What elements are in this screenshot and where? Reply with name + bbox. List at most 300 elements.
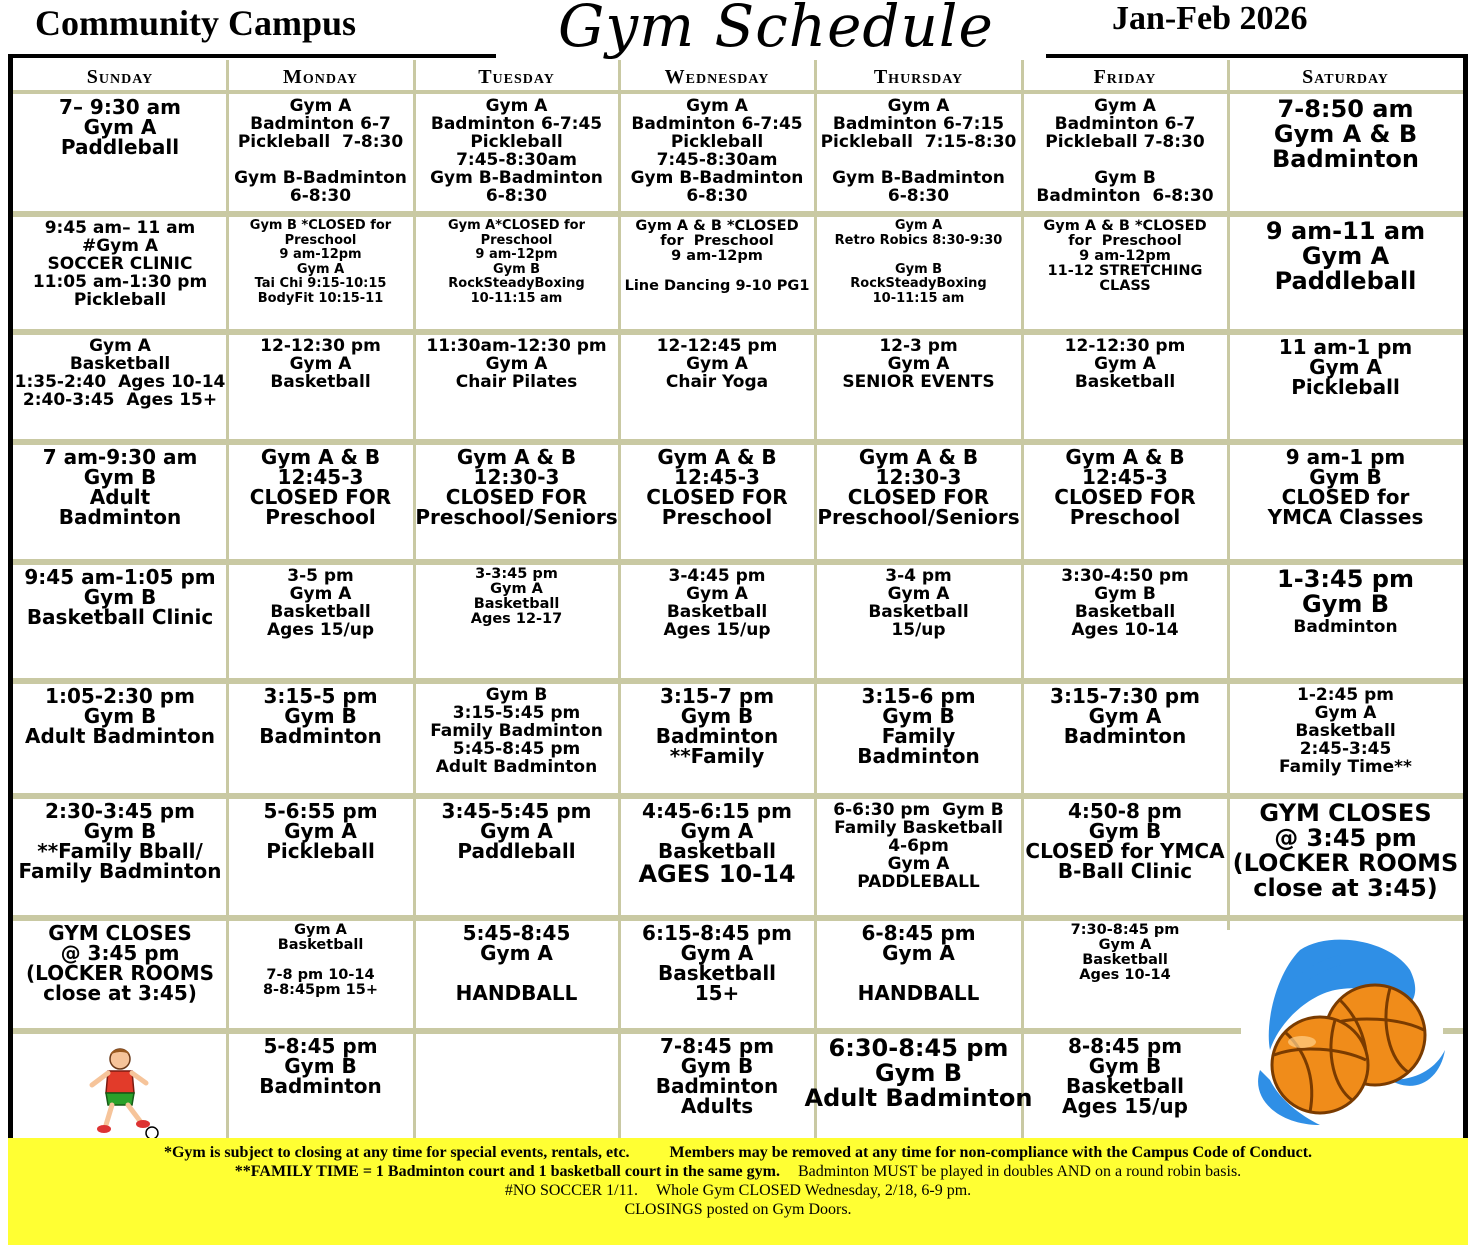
schedule-line: 3-5 pm — [287, 566, 354, 586]
schedule-line: Gym A — [1301, 242, 1390, 270]
schedule-cell-thursday-row3 — [815, 337, 1022, 391]
schedule-line: Badminton — [857, 744, 980, 768]
schedule-cell-saturday-row5 — [1228, 567, 1463, 637]
schedule-line: Gym A & B *CLOSED — [1043, 218, 1207, 234]
day-header-monday: Monday — [283, 66, 358, 88]
schedule-line: Paddleball — [60, 135, 180, 159]
schedule-line: Gym B-Badminton — [234, 168, 407, 188]
schedule-line: Gym B — [680, 704, 754, 728]
org-name: Community Campus — [35, 3, 357, 43]
footer-note-closing: *Gym is subject to closing at any time for special events, rentals, etc. — [163, 1144, 630, 1161]
schedule-line: 7-8 pm 10-14 — [266, 967, 375, 983]
schedule-line: BodyFit 10:15-11 — [257, 290, 384, 306]
schedule-line: YMCA Classes — [1267, 505, 1424, 529]
schedule-line: Tai Chi 9:15-10:15 — [254, 276, 387, 291]
schedule-cell-tuesday-row1 — [414, 97, 619, 205]
schedule-cell-tuesday-row2 — [414, 219, 619, 306]
schedule-line: 12-12:45 pm — [656, 336, 778, 356]
schedule-line: Gym B — [83, 465, 157, 489]
header-rule-right — [1046, 54, 1468, 58]
schedule-cell-monday-row6 — [227, 686, 414, 746]
schedule-line: 6-8:30 — [887, 186, 950, 206]
grid-divider-header — [13, 90, 1463, 94]
schedule-line: 12:30-3 — [875, 465, 962, 489]
schedule-line: Basketball — [1082, 952, 1168, 968]
schedule-line: Adult Badminton — [435, 757, 598, 777]
schedule-line: CLOSED FOR — [847, 485, 990, 509]
schedule-line: HANDBALL — [857, 981, 980, 1005]
schedule-line: close at 3:45) — [43, 981, 197, 1005]
schedule-line: 3-3:45 pm — [475, 566, 558, 582]
schedule-line: Adult Badminton — [25, 724, 215, 748]
schedule-line: Gym A — [887, 354, 950, 374]
schedule-cell-monday-row8 — [227, 923, 414, 998]
schedule-cell-friday-row5 — [1022, 567, 1228, 639]
schedule-line: Gym A — [887, 96, 950, 116]
schedule-line: Basketball — [473, 596, 560, 612]
header-rule-left — [8, 54, 496, 58]
schedule-line: 9 am-12pm — [279, 247, 362, 262]
schedule-line: 6-8:30 — [485, 186, 548, 206]
schedule-line: 3:15-7 pm — [659, 684, 775, 708]
schedule-line: Ages 15/up — [663, 620, 771, 640]
schedule-line: 7:30-8:45 pm — [1070, 922, 1180, 938]
schedule-cell-sunday-row7 — [13, 801, 227, 881]
schedule-line — [1122, 151, 1128, 169]
schedule-cell-sunday-row3 — [13, 337, 227, 409]
schedule-line: 4:50-8 pm — [1067, 799, 1183, 823]
schedule-line: Gym B — [680, 1054, 754, 1078]
schedule-line: Pickleball 7-8:30 — [1045, 132, 1205, 152]
frame-right-border — [1463, 56, 1468, 1138]
schedule-line — [916, 248, 921, 263]
schedule-cell-monday-row7 — [227, 801, 414, 861]
schedule-line — [714, 264, 719, 279]
schedule-line: 2:30-3:45 pm — [45, 799, 195, 823]
schedule-line: Gym A — [83, 115, 157, 139]
schedule-line: Gym A — [480, 941, 553, 965]
schedule-line: Gym B — [894, 261, 943, 277]
schedule-cell-thursday-row7 — [815, 801, 1022, 891]
schedule-cell-friday-row2 — [1022, 219, 1228, 294]
schedule-cell-wednesday-row6 — [619, 686, 815, 766]
schedule-cell-friday-row3 — [1022, 337, 1228, 391]
schedule-line: 12-12:30 pm — [1064, 336, 1186, 356]
schedule-line: 1-3:45 pm — [1277, 565, 1414, 593]
schedule-line: Preschool — [661, 505, 773, 529]
schedule-line: Basketball — [1295, 721, 1396, 741]
schedule-cell-monday-row4 — [227, 447, 414, 527]
schedule-cell-saturday-row7 — [1228, 801, 1463, 901]
schedule-line: 5:45-8:45 pm — [452, 739, 581, 759]
schedule-line: Badminton — [259, 724, 382, 748]
schedule-line: @ 3:45 pm — [1274, 824, 1417, 852]
schedule-line: HANDBALL — [455, 981, 578, 1005]
schedule-line: Ages 15/up — [1062, 1094, 1188, 1118]
schedule-line: 3:15-7:30 pm — [1050, 684, 1200, 708]
schedule-line: Gym A — [882, 941, 955, 965]
schedule-line: AGES 10-14 — [638, 860, 796, 888]
schedule-line: 12:45-3 — [277, 465, 364, 489]
schedule-line: 3:15-5:45 pm — [452, 703, 581, 723]
schedule-line: Pickleball — [73, 290, 167, 310]
schedule-line: Gym A — [1094, 354, 1156, 374]
schedule-line: 5-6:55 pm — [263, 799, 378, 823]
schedule-line: Pickleball — [670, 132, 764, 152]
schedule-line: (LOCKER ROOMS — [1232, 849, 1459, 877]
schedule-line — [318, 151, 324, 169]
day-header-wednesday: Wednesday — [664, 66, 770, 88]
schedule-line: Family — [881, 724, 956, 748]
schedule-line: Paddleball — [1274, 267, 1417, 295]
schedule-cell-saturday-row1 — [1228, 97, 1463, 172]
schedule-line: Gym A — [680, 941, 754, 965]
schedule-line: Badminton — [655, 724, 779, 748]
schedule-line: Ages 10-14 — [1079, 967, 1171, 983]
schedule-line: 7:45-8:30am — [456, 150, 577, 170]
schedule-line: Gym A & B — [456, 445, 577, 469]
footer-note-conduct: Members may be removed at any time for non-compliance with the Campus Code of Conduct. — [669, 1144, 1313, 1161]
footer-note-wednesday: Whole Gym CLOSED Wednesday, 2/18, 6-9 pm. — [656, 1182, 972, 1199]
day-header-friday: Friday — [1093, 66, 1157, 88]
grid-divider-horizontal — [13, 559, 1463, 565]
schedule-line: Chair Yoga — [665, 372, 769, 392]
schedule-line: Gym A & B — [1273, 120, 1418, 148]
schedule-line: Family Time** — [1279, 757, 1412, 777]
schedule-line: Gym B — [1302, 590, 1389, 618]
soccer-kid-clipart — [80, 1045, 160, 1140]
schedule-cell-wednesday-row2 — [619, 219, 815, 294]
schedule-line: Gym B — [875, 1059, 962, 1087]
schedule-cell-wednesday-row1 — [619, 97, 815, 205]
schedule-cell-tuesday-row3 — [414, 337, 619, 391]
schedule-line: Preschool/Seniors — [415, 505, 618, 529]
schedule-line: Paddleball — [457, 839, 576, 863]
schedule-cell-wednesday-row3 — [619, 337, 815, 391]
schedule-line: Basketball — [1065, 1074, 1185, 1098]
schedule-line: 4:45-6:15 pm — [642, 799, 792, 823]
schedule-line: GYM CLOSES — [48, 921, 192, 945]
schedule-cell-saturday-row3 — [1228, 337, 1463, 397]
schedule-line: Pickleball 7-8:30 — [237, 132, 404, 152]
schedule-line: Basketball — [270, 372, 371, 392]
schedule-line: Gym A*CLOSED for — [447, 218, 586, 233]
schedule-line: Gym A — [89, 336, 151, 356]
schedule-line: 7-8:45 pm — [659, 1034, 775, 1058]
schedule-cell-thursday-row2 — [815, 219, 1022, 306]
schedule-line: 6-8:30 — [289, 186, 352, 206]
schedule-line: Gym A — [680, 819, 754, 843]
schedule-line: Gym A — [289, 354, 352, 374]
schedule-line: Badminton — [1063, 724, 1187, 748]
schedule-line: 12-3 pm — [879, 336, 958, 356]
schedule-line: Basketball — [657, 961, 777, 985]
schedule-line: Basketball Clinic — [26, 605, 214, 629]
schedule-line: 7:45-8:30am — [656, 150, 778, 170]
schedule-line: 11:30am-12:30 pm — [426, 336, 607, 356]
schedule-line: Badminton — [1271, 145, 1420, 173]
schedule-line: **Family Bball/ — [37, 839, 203, 863]
schedule-line: 3-4 pm — [885, 566, 952, 586]
schedule-line: close at 3:45) — [1253, 874, 1438, 902]
footer-line-2 — [8, 1162, 1468, 1181]
schedule-line: Ages 10-14 — [1071, 620, 1179, 640]
schedule-line: Gym B — [1309, 465, 1382, 489]
schedule-line: 3:30-4:50 pm — [1061, 566, 1189, 586]
schedule-line: #Gym A — [81, 236, 159, 256]
schedule-cell-wednesday-row7 — [619, 801, 815, 887]
schedule-line: Badminton — [1293, 617, 1398, 637]
schedule-line: Gym B — [1094, 168, 1156, 188]
schedule-line: Badminton — [655, 1074, 779, 1098]
footer-notes — [8, 1138, 1468, 1245]
schedule-line — [915, 963, 922, 983]
schedule-line: Basketball — [1074, 372, 1176, 392]
schedule-line: Basketball — [69, 354, 171, 374]
schedule-cell-monday-row3 — [227, 337, 414, 391]
schedule-line: Gym A — [1314, 703, 1377, 723]
schedule-line: (LOCKER ROOMS — [25, 961, 215, 985]
schedule-line: PADDLEBALL — [857, 872, 980, 892]
schedule-line: 15/up — [891, 620, 946, 640]
schedule-line — [318, 953, 323, 968]
schedule-cell-tuesday-row7 — [414, 801, 619, 861]
schedule-line: Gym B — [485, 685, 548, 705]
schedule-line: CLOSED for — [1281, 485, 1410, 509]
schedule-cell-friday-row1 — [1022, 97, 1228, 205]
day-header-saturday: Saturday — [1302, 66, 1389, 88]
schedule-line: 3:45-5:45 pm — [441, 799, 592, 823]
schedule-line: GYM CLOSES — [1259, 799, 1432, 827]
schedule-line: 4-6pm — [888, 836, 949, 856]
schedule-line: 12:45-3 — [1082, 465, 1168, 489]
schedule-line: Ages 15/up — [266, 620, 375, 640]
schedule-cell-monday-row2 — [227, 219, 414, 306]
footer-line-1 — [8, 1143, 1468, 1162]
schedule-line: 7 am-9:30 am — [42, 445, 198, 469]
schedule-line: Family Badminton — [18, 859, 222, 883]
schedule-cell-saturday-row2 — [1228, 219, 1463, 294]
schedule-line — [513, 963, 520, 983]
schedule-line: Preschool — [265, 505, 376, 529]
schedule-line: Gym B *CLOSED for — [249, 218, 392, 233]
schedule-line: CLOSED for YMCA — [1025, 839, 1225, 863]
schedule-cell-saturday-row6 — [1228, 686, 1463, 776]
schedule-line: 11 am-1 pm — [1278, 335, 1413, 359]
schedule-line — [916, 151, 922, 169]
schedule-line: Gym B — [882, 704, 955, 728]
schedule-line: 9 am-12pm — [671, 248, 763, 264]
schedule-cell-tuesday-row8 — [414, 923, 619, 1003]
schedule-cell-wednesday-row4 — [619, 447, 815, 527]
schedule-line: Gym A — [1088, 704, 1162, 728]
schedule-line: for Preschool — [1068, 233, 1182, 249]
schedule-line: SOCCER CLINIC — [47, 254, 193, 274]
schedule-cell-tuesday-row4 — [414, 447, 619, 527]
schedule-line: Basketball — [270, 602, 371, 622]
schedule-line: Gym A — [686, 354, 748, 374]
schedule-cell-friday-row8 — [1022, 923, 1228, 983]
schedule-line: Basketball — [666, 602, 768, 622]
schedule-line: Adult Badminton — [804, 1084, 1033, 1112]
schedule-line: Gym A — [296, 261, 345, 277]
schedule-line: Gym A — [485, 96, 548, 116]
schedule-line: Gym A — [294, 922, 347, 938]
footer-note-family-time: **FAMILY TIME = 1 Badminton court and 1 basketball court in the same gym. — [234, 1163, 780, 1180]
schedule-line: Pickleball 7:15-8:30 — [820, 132, 1017, 152]
schedule-line: Gym B — [83, 819, 157, 843]
schedule-line: 2:45-3:45 — [1299, 739, 1392, 759]
schedule-line: 1:05-2:30 pm — [45, 684, 195, 708]
schedule-line: SENIOR EVENTS — [842, 372, 995, 392]
schedule-line: Family Badminton — [430, 721, 603, 741]
schedule-line: RockSteadyBoxing — [850, 276, 987, 291]
schedule-line: Gym A — [686, 96, 748, 116]
schedule-line: CLOSED FOR — [249, 485, 392, 509]
schedule-line: 11:05 am-1:30 pm — [32, 272, 208, 292]
footer-line-4: CLOSINGS posted on Gym Doors. — [624, 1201, 852, 1218]
schedule-line: for Preschool — [660, 233, 774, 249]
schedule-line: Gym A — [289, 584, 352, 604]
schedule-line: Badminton 6-7 — [1054, 114, 1196, 134]
day-header-thursday: Thursday — [873, 66, 964, 88]
schedule-cell-thursday-row5 — [815, 567, 1022, 639]
schedule-line: Pickleball — [266, 839, 375, 863]
schedule-line: Line Dancing 9-10 PG1 — [624, 278, 810, 294]
schedule-line: Preschool — [1069, 505, 1181, 529]
schedule-line: 9 am-12pm — [1079, 248, 1171, 264]
schedule-line: Gym A & B — [657, 445, 777, 469]
schedule-line: Gym B-Badminton — [832, 168, 1005, 188]
schedule-line: 9:45 am-1:05 pm — [24, 565, 216, 589]
page-title: Gym Schedule — [558, 0, 994, 60]
schedule-line: Gym A — [1309, 355, 1382, 379]
schedule-cell-sunday-row4 — [13, 447, 227, 527]
schedule-cell-tuesday-row5 — [414, 567, 619, 627]
schedule-line: 9 am-12pm — [475, 247, 558, 262]
schedule-line: 12:45-3 — [674, 465, 760, 489]
schedule-line: Gym A — [686, 584, 748, 604]
schedule-line: RockSteadyBoxing — [448, 276, 585, 291]
schedule-line: Gym A — [485, 354, 548, 374]
schedule-line: Gym A & B — [858, 445, 979, 469]
schedule-line: Gym A — [490, 581, 543, 597]
schedule-line: Adult — [89, 485, 151, 509]
schedule-line: Basketball — [868, 602, 969, 622]
schedule-line: Basketball — [1074, 602, 1176, 622]
schedule-line: Gym A — [1098, 937, 1152, 953]
schedule-line: 12:30-3 — [473, 465, 560, 489]
schedule-line: Gym B — [1088, 819, 1162, 843]
schedule-line: 10-11:15 am — [470, 290, 563, 306]
schedule-cell-sunday-row8 — [13, 923, 227, 1003]
schedule-line: Gym B — [492, 261, 541, 277]
schedule-line: 6-8:30 — [686, 186, 748, 206]
basketballs-clipart — [1240, 930, 1450, 1130]
schedule-line: 12-12:30 pm — [260, 336, 381, 356]
schedule-line: Gym A & B — [260, 445, 381, 469]
schedule-line: 9:45 am– 11 am — [44, 218, 196, 238]
schedule-line: Pickleball — [1291, 375, 1400, 399]
schedule-line: CLOSED FOR — [1054, 485, 1196, 509]
footer-note-badminton: Badminton MUST be played in doubles AND on a round robin basis. — [797, 1163, 1242, 1180]
schedule-line: Badminton 6-8:30 — [1036, 186, 1214, 206]
schedule-cell-thursday-row8 — [815, 923, 1022, 1003]
schedule-line: Badminton — [58, 505, 182, 529]
schedule-cell-sunday-row5 — [13, 567, 227, 627]
schedule-line: Preschool — [480, 232, 553, 248]
schedule-line: Basketball — [277, 937, 364, 953]
schedule-line: Badminton 6-7 — [250, 114, 391, 134]
footer-note-soccer: #NO SOCCER 1/11. — [504, 1182, 639, 1199]
schedule-line: Gym A — [480, 819, 553, 843]
schedule-line: 6:30-8:45 pm — [828, 1034, 1009, 1062]
schedule-cell-sunday-row6 — [13, 686, 227, 746]
schedule-line: 6-8:45 pm — [861, 921, 976, 945]
schedule-line: CLOSED FOR — [646, 485, 788, 509]
schedule-cell-monday-row1 — [227, 97, 414, 205]
schedule-line: Gym A — [887, 854, 950, 874]
schedule-line: CLOSED FOR — [445, 485, 588, 509]
schedule-line: 3-4:45 pm — [668, 566, 766, 586]
schedule-cell-thursday-row6 — [815, 686, 1022, 766]
schedule-line: Gym A — [894, 218, 943, 233]
schedule-line: 5:45-8:45 — [462, 921, 571, 945]
schedule-line: Gym B — [1094, 584, 1156, 604]
schedule-line: 2:40-3:45 Ages 15+ — [22, 390, 218, 410]
schedule-line: 10-11:15 am — [872, 290, 965, 306]
schedule-cell-wednesday-row9 — [619, 1036, 815, 1116]
schedule-line: Retro Robics 8:30-9:30 — [834, 232, 1003, 248]
schedule-cell-wednesday-row5 — [619, 567, 815, 639]
schedule-line: Gym A & B *CLOSED — [635, 218, 799, 234]
schedule-line: Gym B — [83, 585, 157, 609]
schedule-line: CLASS — [1099, 278, 1151, 294]
schedule-cell-thursday-row4 — [815, 447, 1022, 527]
schedule-line: Gym A — [284, 819, 357, 843]
schedule-cell-wednesday-row8 — [619, 923, 815, 1003]
schedule-line: 3:15-6 pm — [861, 684, 976, 708]
schedule-cell-saturday-row4 — [1228, 447, 1463, 527]
schedule-line: B-Ball Clinic — [1057, 859, 1193, 883]
date-range: Jan-Feb 2026 — [1112, 0, 1308, 37]
schedule-cell-thursday-row9 — [804, 1034, 1033, 1112]
schedule-line: Gym B-Badminton — [430, 168, 603, 188]
schedule-cell-sunday-row2 — [13, 219, 227, 309]
grid-divider-horizontal — [13, 211, 1463, 217]
schedule-line: 7-8:50 am — [1277, 95, 1414, 123]
schedule-line: Gym A & B — [1065, 445, 1185, 469]
schedule-line: Badminton 6-7:15 — [832, 114, 1005, 134]
schedule-cell-friday-row7 — [1022, 801, 1228, 881]
schedule-cell-thursday-row1 — [815, 97, 1022, 205]
schedule-line: @ 3:45 pm — [60, 941, 180, 965]
schedule-line: Adults — [680, 1094, 754, 1118]
schedule-line: 9 am-11 am — [1265, 217, 1426, 245]
schedule-line: Gym A — [887, 584, 950, 604]
schedule-line: Gym B — [284, 1054, 357, 1078]
schedule-line: 1:35-2:40 Ages 10-14 — [14, 372, 226, 392]
schedule-cell-friday-row4 — [1022, 447, 1228, 527]
schedule-line: Gym B-Badminton — [630, 168, 804, 188]
schedule-line: Gym B — [83, 704, 157, 728]
schedule-line: 6:15-8:45 pm — [642, 921, 792, 945]
grid-divider-horizontal — [13, 329, 1463, 335]
schedule-line: 1-2:45 pm — [1297, 685, 1394, 705]
schedule-line: Preschool/Seniors — [817, 505, 1020, 529]
schedule-line: Pickleball — [470, 132, 563, 152]
schedule-line: **Family — [669, 744, 765, 768]
